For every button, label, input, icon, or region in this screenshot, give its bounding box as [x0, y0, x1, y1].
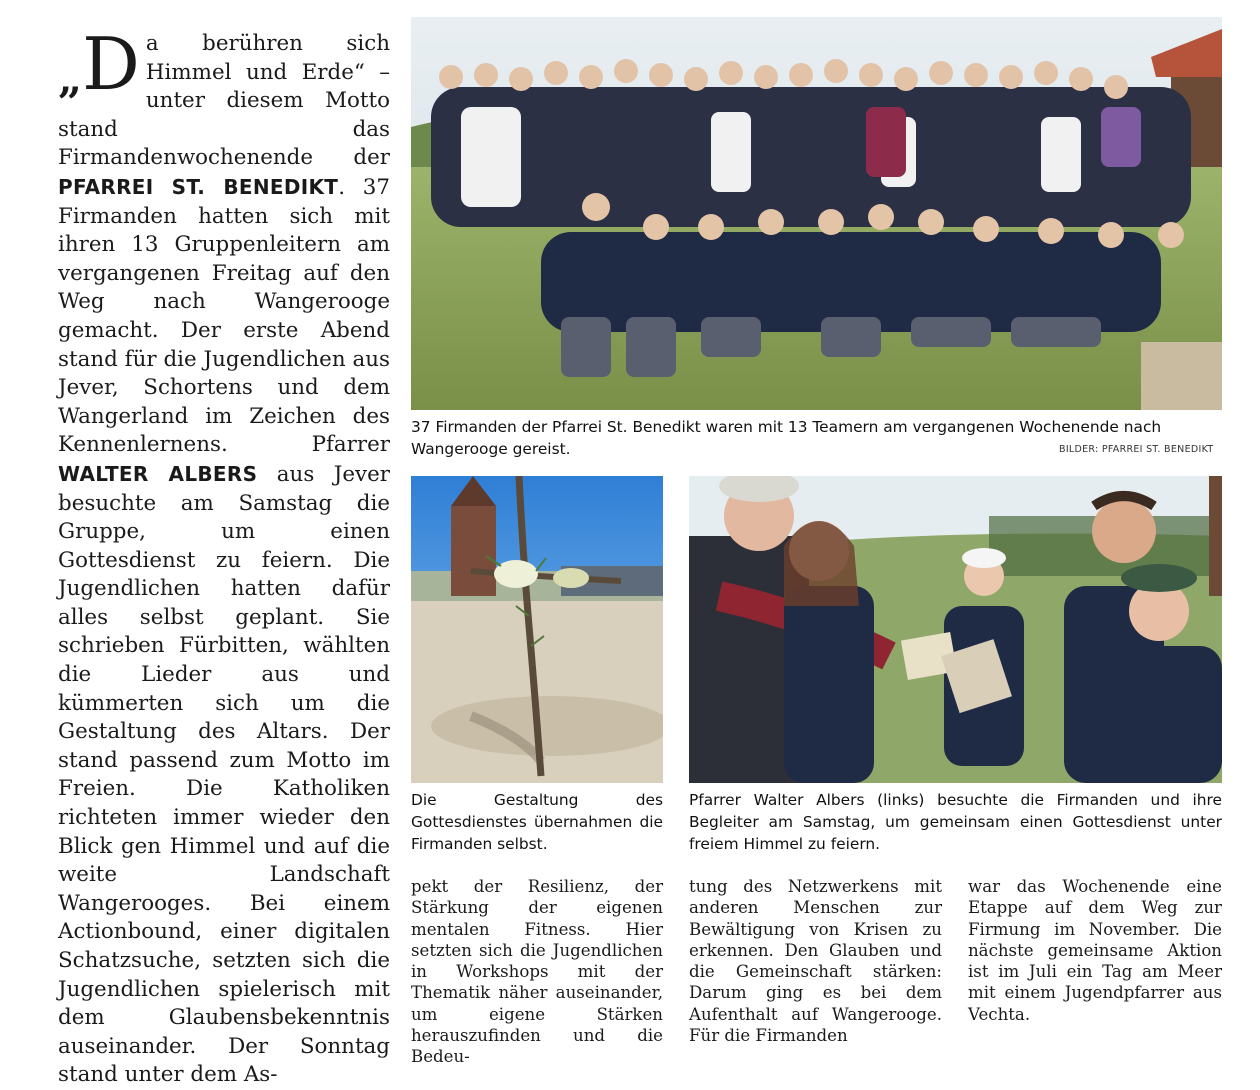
group-photo-caption: 37 Firmanden der Pfarrei St. Benedikt waren mit 13 Teamern am vergangenen Wochenende nach Wangerooge gereist. — [411, 418, 1162, 458]
parish-name: PFARREI ST. BENEDIKT — [58, 174, 339, 199]
cross-photo-caption: Die Gestaltung des Gottesdienstes übernahmen die Firmanden selbst. — [411, 791, 663, 853]
article-body-column — [58, 22, 390, 1090]
dropcap-letter: D — [82, 22, 140, 106]
cross-photo — [411, 476, 663, 783]
article-column-2: pekt der Resilienz, der Stärkung der eigenen mentalen Fitness. Hier setzten sich die Jugendlichen in Workshops mit der Thematik näher auseinander, um eigene Stärken herauszufinden und die Bedeu- — [411, 877, 663, 1067]
dropcap-block — [58, 22, 140, 108]
article-column-3: tung des Netzwerkens mit anderen Menschen zur Bewältigung von Krisen zu erkennen. Den Glauben und die Gemeinschaft stärken: Darum ging es bei dem Aufenthalt auf Wangerooge. Für die Firmanden — [689, 877, 942, 1046]
opening-quote-mark: „ — [58, 54, 77, 103]
pastor-name: WALTER ALBERS — [58, 461, 258, 486]
pastor-photo-illustration — [689, 476, 1222, 783]
article-column-4: war das Wochenende eine Etappe auf dem Weg zur Firmung im November. Die nächste gemeinsame Aktion ist im Juli ein Tag am Meer mit einem Jugendpfarrer aus Vechta. — [968, 877, 1222, 1024]
article-text-part2: . 37 Firmanden hatten sich mit ihren 13 Gruppenleitern am vergangenen Freitag auf den Weg nach Wangerooge gemacht. Der erste Abend stand für die Jugendlichen aus Jever, Schortens und dem Wangerland im Zeichen des Kennenlernens. Pfarrer — [58, 174, 390, 458]
article-intro-text: a berühren sich Himmel und Erde“ – unter diesem Motto stand das Firmandenwochenende der — [58, 31, 390, 171]
pastor-photo-caption: Pfarrer Walter Albers (links) besuchte die Firmanden und ihre Begleiter am Samstag, um gemeinsam einen Gottesdienst unter freiem Himmel zu feiern. — [689, 791, 1222, 853]
article-text-part3: aus Jever besuchte am Samstag die Gruppe, um einen Gottesdienst zu feiern. Die Jugendlichen hatten dafür alles selbst geplant. Sie schrieben Fürbitten, wählten die Lieder aus und kümmerten sich um die Gestaltung des Altars. Der stand passend zum Motto im Freien. Die Katholiken richteten immer wieder den Blick gen Himmel und auf die weite Landschaft Wangerooges. Bei einem Actionbound, einer digitalen Schatzsuche, setzten sich die Jugendlichen spielerisch mit dem Glaubensbekenntnis auseinander. Der Sonntag stand unter dem As- — [58, 461, 390, 1088]
group-photo — [411, 17, 1222, 410]
photo-credit: BILDER: PFARREI ST. BENEDIKT — [1059, 444, 1214, 455]
pastor-photo — [689, 476, 1222, 783]
cross-photo-illustration — [411, 476, 663, 783]
group-photo-illustration — [411, 17, 1222, 410]
